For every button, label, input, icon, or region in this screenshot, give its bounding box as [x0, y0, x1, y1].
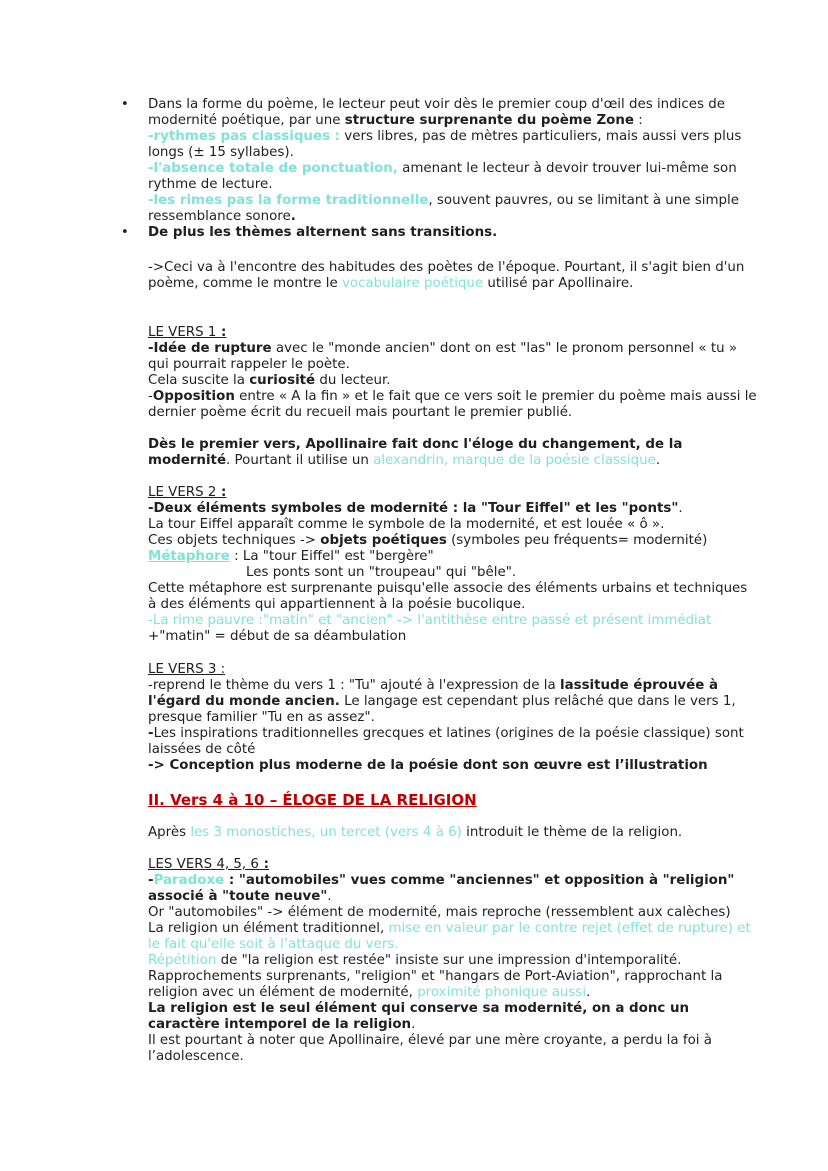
list-item: • De plus les thèmes alternent sans transitions. [115, 225, 755, 241]
intro-bullet-list [115, 97, 755, 241]
ponctuation-label: -l'absence totale de ponctuation, [148, 161, 398, 176]
section-heading: II. Vers 4 à 10 – ÉLOGE DE LA RELIGION [148, 791, 477, 809]
vers2-heading: LE VERS 2 : [148, 485, 227, 500]
vers2-block: LE VERS 2 : -Deux éléments symboles de modernité : la "Tour Eiffel" et les "ponts". La tour Eiffel apparaît comme le symbole de la modernité, et est louée « ô ». Ces objets techniques -> objets poétiques (symboles peu fréquents= modernité) Métaphore : La "tour Eiffel" est "bergère" Les ponts sont un "troupeau" qui "bêle". Cette métaphore est surprenante puisqu'elle associe des éléments urbains et techniques à des éléments qui appartiennent à la poésie bucolique. -La rime pauvre :"matin" et "ancien" -> l'antithèse entre passé et présent immédiat +"matin" = début de sa déambulation [148, 485, 758, 645]
rythmes-label: -rythmes pas classiques : [148, 129, 341, 144]
vers1-block: LE VERS 1 : -Idée de rupture avec le "monde ancien" dont on est "las" le pronom personnel « tu » qui pourrait rappeler le poète. Cela suscite la curiosité du lecteur. -Opposition entre « A la fin » et le fait que ce vers soit le premier du poème mais aussi le dernier poème écrit du recueil mais pourtant le premier publié. [148, 325, 757, 420]
rimes-label: -les rimes pas la forme traditionnelle [148, 193, 429, 208]
section2-intro: Après les 3 monostiches, un tercet (vers 4 à 6) introduit le thème de la religion. [148, 825, 683, 840]
vers456-block: LES VERS 4, 5, 6 : -Paradoxe : "automobiles" vues comme "anciennes" et opposition à "religion" associé à "toute neuve". Or "automobiles" -> élément de modernité, mais reproche (ressemblent aux calèches) La religion un élément traditionnel, mise en valeur par le contre rejet (effet de rupture) et le fait qu'elle soit à l’attaque du vers. Répétition de "la religion est restée" insiste sur une impression d'intemporalité. Rapprochements surprenants, "religion" et "hangars de Port-Aviation", rapprochant la religion avec un élément de modernité, proximité phonique aussi. La religion est le seul élément qui conserve sa modernité, on a donc un caractère intemporel de la religion. Il est pourtant à noter que Apollinaire, élevé par une mère croyante, a perdu la foi à l’adolescence. [148, 857, 758, 1065]
list-item: • Dans la forme du poème, le lecteur peut voir dès le premier coup d'œil des indices de modernité poétique, par une structure surprenante du poème Zone : -rythmes pas classiques : vers libres, pas de mètres particuliers, mais aussi vers plus longs (± 15 syllabes). -l'absence totale de ponctuation, amenant le lecteur à devoir trouver lui-même son rythme de lecture. -les rimes pas la forme traditionnelle, souvent pauvres, ou se limitant à une simple ressemblance sonore. [115, 97, 755, 225]
metaphore-label: Métaphore [148, 549, 230, 564]
vers456-heading: LES VERS 4, 5, 6 : [148, 857, 269, 872]
vers1-heading: LE VERS 1 : [148, 325, 227, 340]
vers3-heading: LE VERS 3 : [148, 662, 226, 677]
vers1-conclusion: Dès le premier vers, Apollinaire fait donc l'éloge du changement, de la modernité. Pourtant il utilise un alexandrin, marque de la poésie classique. [148, 437, 683, 468]
intro-paragraph: ->Ceci va à l'encontre des habitudes des poètes de l'époque. Pourtant, il s'agit bien d'un poème, comme le montre le vocabulaire poétique utilisé par Apollinaire. [148, 260, 745, 291]
vers3-block: LE VERS 3 : -reprend le thème du vers 1 : "Tu" ajouté à l'expression de la lassitude éprouvée à l'égard du monde ancien. Le langage est cependant plus relâché que dans le vers 1, presque familier "Tu en as assez". -Les inspirations traditionnelles grecques et latines (origines de la poésie classique) sont laissées de côté -> Conception plus moderne de la poésie dont son œuvre est l’illustration [148, 662, 758, 774]
